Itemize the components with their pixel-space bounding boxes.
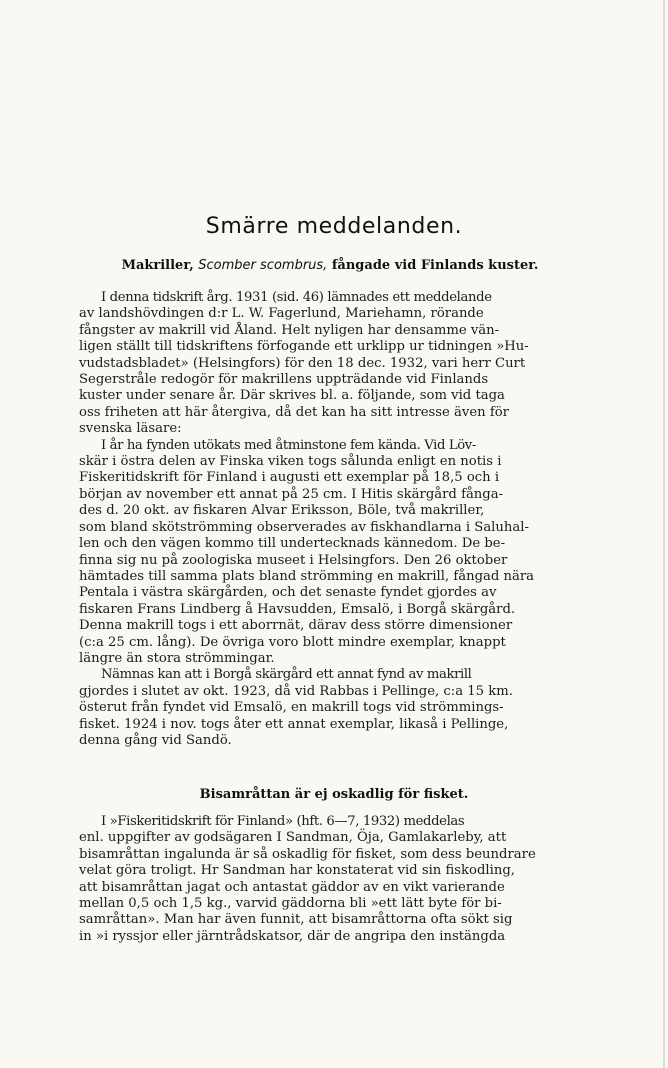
text-line: Nämnas kan att i Borgå skärgård ett annat fynd av makrill xyxy=(101,667,472,683)
text-line: som bland skötströmming observerades av fiskhandlarna i Saluhal- xyxy=(79,519,529,535)
text-line: av landshövdingen d:r L. W. Fagerlund, Mariehamn, rörande xyxy=(79,306,484,322)
section-heading-makriller xyxy=(0,258,664,273)
text-line: svenska läsare: xyxy=(79,421,182,437)
text-line: oss friheten att här återgiva, då det kan ha sitt intresse även för xyxy=(79,404,509,420)
text-line: början av november ett annat på 25 cm. I Hitis skärgård fånga- xyxy=(79,486,504,502)
text-line: I år ha fynden utökats med åtminstone fem kända. Vid Löv- xyxy=(101,437,476,453)
heading-species: Scomber scombrus, xyxy=(198,258,328,273)
text-line: I denna tidskrift årg. 1931 (sid. 46) lämnades ett meddelande xyxy=(101,290,492,305)
text-line: ligen ställt till tidskriftens förfogande ett urklipp ur tidningen »Hu- xyxy=(79,339,529,355)
text-line: gjordes i slutet av okt. 1923, då vid Rabbas i Pellinge, c:a 15 km. xyxy=(79,683,513,699)
text-line: samråttan». Man har även funnit, att bisamråttorna ofta sökt sig xyxy=(79,912,513,928)
text-line: des d. 20 okt. av fiskaren Alvar Eriksson, Böle, två makriller, xyxy=(79,503,485,519)
text-line: skär i östra delen av Finska viken togs sålunda enligt en notis i xyxy=(79,454,502,470)
text-line: Segerstråle redogör för makrillens uppträdande vid Finlands xyxy=(79,372,489,388)
text-line: fångster av makrill vid Åland. Helt nyligen har densamme vän- xyxy=(79,322,500,338)
heading-prefix: Makriller, xyxy=(121,258,199,273)
section-heading-bisamrattan: Bisamråttan är ej oskadlig för fisket. xyxy=(199,787,469,802)
text-line: österut från fyndet vid Emsalö, en makrill togs vid strömmings- xyxy=(79,700,504,716)
text-line: Fiskeritidskrift för Finland i augusti ett exemplar på 18,5 och i xyxy=(79,470,500,486)
heading-suffix: fångade vid Finlands kuster. xyxy=(327,258,539,273)
text-line: hämtades till samma plats bland strömming en makrill, fångad nära xyxy=(79,568,535,584)
section-body-bisamrattan xyxy=(79,814,557,945)
text-line: Pentala i västra skärgården, och det senaste fyndet gjordes av xyxy=(79,585,497,601)
text-line: len och den vägen kommo till undertecknads kännedom. De be- xyxy=(79,536,506,552)
text-line: fisket. 1924 i nov. togs åter ett annat exemplar, likaså i Pellinge, xyxy=(79,716,509,732)
page-title: Smärre meddelanden. xyxy=(205,214,463,239)
text-line: längre än stora strömmingar. xyxy=(79,650,275,666)
text-line: (c:a 25 cm. lång). De övriga voro blott mindre exemplar, knappt xyxy=(79,634,506,650)
text-line: in »i ryssjor eller järntrådskatsor, där de angripa den instängda xyxy=(79,928,506,944)
text-line: velat göra troligt. Hr Sandman har konstaterat vid sin fiskodling, xyxy=(79,863,515,879)
page-edge xyxy=(663,0,665,1068)
text-line: I »Fiskeritidskrift för Finland» (hft. 6—7, 1932) meddelas xyxy=(101,814,465,829)
text-line: att bisamråttan jagat och antastat gäddor av en vikt varierande xyxy=(79,879,505,895)
text-line: vudstadsbladet» (Helsingfors) för den 18 dec. 1932, vari herr Curt xyxy=(79,355,526,371)
text-line: finna sig nu på zoologiska museet i Helsingfors. Den 26 oktober xyxy=(79,552,508,568)
text-line: Denna makrill togs i ett aborrnät, därav dess större dimensioner xyxy=(79,618,513,634)
text-line: kuster under senare år. Där skrives bl. a. följande, som vid taga xyxy=(79,388,505,404)
text-line: mellan 0,5 och 1,5 kg., varvid gäddorna bli »ett lätt byte för bi- xyxy=(79,896,502,912)
section-body-makriller xyxy=(79,290,557,749)
text-line: fiskaren Frans Lindberg å Havsudden, Emsalö, i Borgå skärgård. xyxy=(79,601,516,617)
text-line: denna gång vid Sandö. xyxy=(79,732,232,748)
text-line: enl. uppgifter av godsägaren I Sandman, Öja, Gamlakarleby, att xyxy=(79,830,507,846)
text-line: bisamråttan ingalunda är så oskadlig för fisket, som dess beundrare xyxy=(79,846,536,862)
